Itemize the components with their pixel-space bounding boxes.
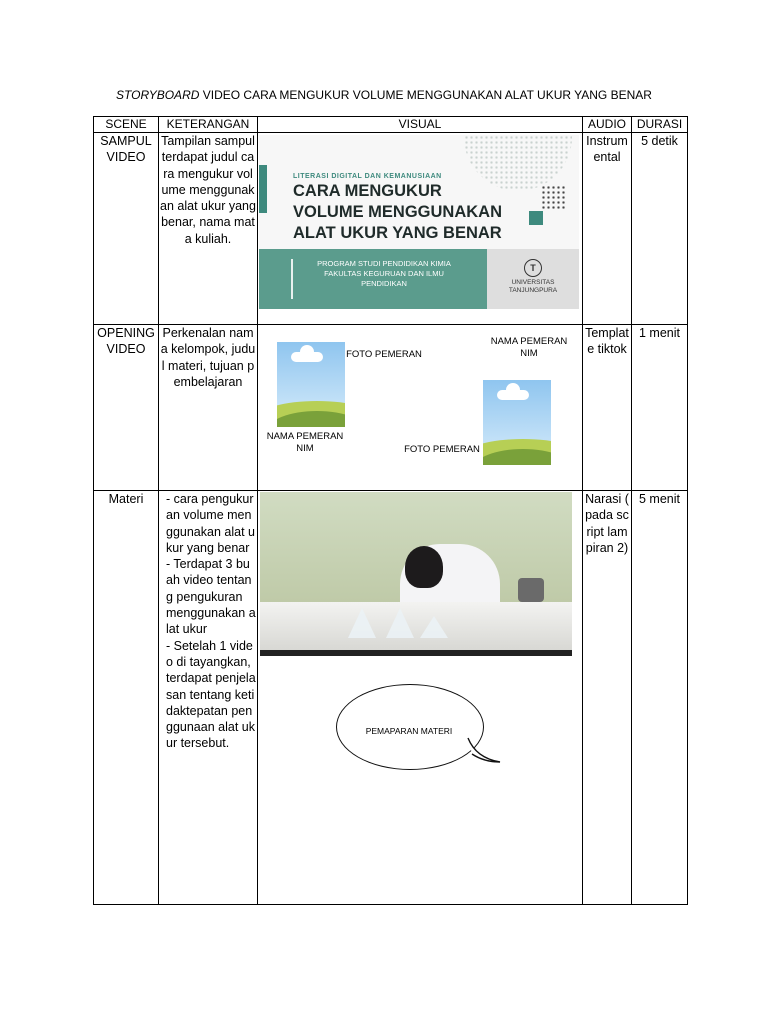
audio-cell: Template tiktok (583, 325, 632, 491)
visual-cell (258, 133, 583, 325)
flask-icon (348, 608, 376, 638)
table-header-row (94, 117, 688, 133)
nim-line: NIM (520, 348, 538, 359)
keterangan-cell (159, 491, 258, 905)
foto-pemeran-label: FOTO PEMERAN (404, 444, 480, 455)
cover-heading-line: VOLUME MENGGUNAKAN (293, 203, 502, 221)
flask-icon (386, 608, 414, 638)
durasi-cell: 5 menit (632, 491, 688, 905)
keterangan-cell: Perkenalan nama kelompok, judul materi, tujuan pembelajaran (159, 325, 258, 491)
program-line: FAKULTAS KEGURUAN DAN ILMU (324, 269, 444, 278)
cloud-icon (497, 390, 529, 400)
document-title (0, 88, 768, 102)
program-text (299, 259, 469, 289)
university-block (487, 249, 579, 309)
university-line: TANJUNGPURA (508, 287, 558, 294)
cover-heading-line: CARA MENGUKUR (293, 182, 442, 200)
nama-pemeran-left-label (262, 431, 348, 455)
header-audio: AUDIO (583, 117, 632, 133)
table-row (94, 325, 688, 491)
photo-placeholder-icon (277, 342, 345, 427)
keterangan-line: - cara pengukuran volume menggunakan alat ukur yang benar (166, 492, 255, 555)
program-line: PENDIDIKAN (361, 279, 407, 288)
durasi-cell: 1 menit (632, 325, 688, 491)
foto-pemeran-label: FOTO PEMERAN (346, 349, 422, 360)
rice-cooker-icon (518, 578, 544, 602)
speech-bubble-tail-icon (466, 736, 502, 766)
title-italic: STORYBOARD (116, 88, 200, 102)
band-divider (291, 259, 293, 299)
nama-line: NAMA PEMERAN (266, 431, 344, 442)
cover-heading-line: ALAT UKUR YANG BENAR (293, 224, 502, 242)
cloud-icon (291, 352, 323, 362)
bubble-text: PEMAPARAN MATERI (365, 726, 453, 736)
nama-line: NAMA PEMERAN (490, 336, 568, 347)
audio-cell: Instrumental (583, 133, 632, 325)
flask-icon (420, 616, 448, 638)
table-row (94, 133, 688, 325)
keterangan-cell: Tampilan sampul terdapat judul cara mengukur volume menggunakan alat ukur yang benar, nama mata kuliah. (159, 133, 258, 325)
nama-pemeran-top-label (486, 336, 572, 360)
cover-subtitle: LITERASI DIGITAL DAN KEMANUSIAAN (293, 173, 442, 180)
header-keterangan: KETERANGAN (159, 117, 258, 133)
header-scene: SCENE (94, 117, 159, 133)
dot-grid-decoration (541, 185, 567, 209)
header-durasi: DURASI (632, 117, 688, 133)
nim-line: NIM (296, 443, 314, 454)
keterangan-line: - Setelah 1 video di tayangkan, terdapat penjelasan tentang ketidaktepatan penggunaan alat ukur tersebut. (166, 638, 256, 751)
scene-cell: SAMPUL VIDEO (94, 133, 159, 325)
table-row (94, 491, 688, 905)
video-border (260, 650, 572, 656)
university-line: UNIVERSITAS (511, 279, 555, 286)
keterangan-line: - Terdapat 3 buah video tentang pengukuran menggunakan alat ukur (166, 557, 256, 637)
university-logo-icon: T (524, 259, 542, 277)
scene-cell: OPENING VIDEO (94, 325, 159, 491)
header-visual: VISUAL (258, 117, 583, 133)
cover-slide-image (259, 135, 579, 309)
lab-video-still (260, 492, 572, 656)
lab-bench (260, 602, 572, 650)
cover-heading (293, 181, 502, 244)
title-rest: VIDEO CARA MENGUKUR VOLUME MENGGUNAKAN ALAT UKUR YANG BENAR (199, 88, 652, 102)
audio-cell: Narasi ( pada script lampiran 2) (583, 491, 632, 905)
durasi-cell: 5 detik (632, 133, 688, 325)
visual-cell (258, 325, 583, 491)
accent-bar (259, 165, 267, 213)
visual-cell (258, 491, 583, 905)
person-hijab (405, 546, 443, 588)
storyboard-table (93, 116, 688, 905)
photo-placeholder-icon (483, 380, 551, 465)
scene-cell: Materi (94, 491, 159, 905)
square-decoration (529, 211, 543, 225)
program-line: PROGRAM STUDI PENDIDIKAN KIMIA (317, 259, 451, 268)
